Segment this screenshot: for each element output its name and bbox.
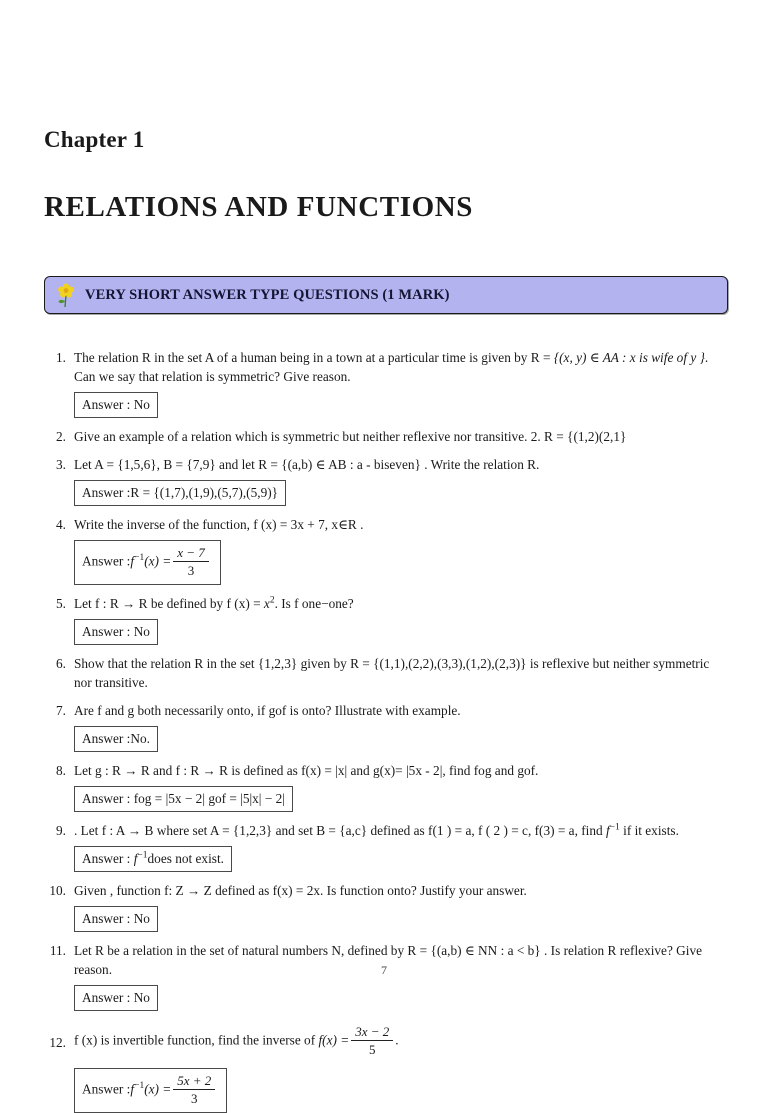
question-text: [74, 594, 728, 613]
question-item: [44, 427, 728, 446]
answer-function: f: [130, 1081, 135, 1097]
question-item: [44, 455, 728, 506]
question-item: [44, 654, 728, 692]
question-number: 7.: [56, 703, 66, 718]
section-banner-title: VERY SHORT ANSWER TYPE QUESTIONS (1 MARK): [85, 286, 450, 303]
question-text: [74, 348, 728, 386]
question-text: [74, 1025, 728, 1058]
answer-exponent: −1: [134, 1081, 145, 1092]
answer-box: Answer : fog = |5x − 2| gof = |5|x| − 2|: [74, 786, 293, 812]
answer-box: [74, 846, 232, 872]
question-item: [44, 1025, 728, 1113]
answer-fraction: [173, 1073, 215, 1106]
question-math: {(x, y) ∈ AA : x is wife of y }: [553, 350, 705, 365]
question-math-function: f: [605, 823, 610, 838]
question-item: [44, 881, 728, 932]
fraction-denominator: 5: [368, 1042, 376, 1057]
question-number: 6.: [56, 656, 66, 671]
fraction-denominator: 3: [191, 1091, 198, 1106]
answer-argument: (x) =: [144, 553, 172, 569]
flower-icon: [55, 282, 77, 308]
answer-wrap: [74, 619, 728, 645]
questions-list: [44, 348, 728, 1113]
answer-function: f: [133, 851, 138, 866]
chapter-label: Chapter 1: [44, 127, 145, 152]
question-text: Let R be a relation in the set of natural numbers N, defined by R = {(a,b) ∈ NN : a < b} . Is relation R reflexive? Give reason.: [74, 943, 703, 977]
answer-label: Answer :: [82, 851, 134, 866]
question-text: Let A = {1,5,6}, B = {7,9} and let R = {(a,b) ∈ AB : a - biseven} . Write the relation R.: [74, 457, 540, 472]
question-item: [44, 761, 728, 812]
question-text-before: Let f : R → R be defined by f (x) =: [74, 596, 264, 611]
question-number: 4.: [56, 517, 66, 532]
question-text-after: .: [395, 1032, 399, 1048]
answer-function: f: [130, 553, 135, 569]
section-banner: [44, 276, 728, 314]
answer-wrap: [74, 906, 728, 932]
answer-argument: (x) =: [144, 1081, 172, 1097]
answer-box: Answer : No: [74, 906, 158, 932]
question-text-after: . Can we say that relation is symmetric? Give reason.: [74, 350, 709, 384]
answer-exponent: −1: [137, 850, 148, 861]
answer-fraction: [173, 545, 209, 578]
question-text: [74, 821, 728, 840]
question-math-exponent: 2: [269, 595, 275, 606]
answer-box: [74, 1068, 227, 1113]
question-item: [44, 515, 728, 585]
question-number: 2.: [56, 429, 66, 444]
answer-box: Answer : No: [74, 392, 158, 418]
question-number: 11.: [49, 943, 66, 958]
question-text: Show that the relation R in the set {1,2,3} given by R = {(1,1),(2,2),(3,3),(1,2),(2,3)} is reflexive but neither symmetric nor transitive.: [74, 656, 710, 690]
question-text-after: . Is f one−one?: [274, 596, 354, 611]
question-text: Give an example of a relation which is symmetric but neither reflexive nor transitive. 2. R = {(1,2)(2,1}: [74, 429, 627, 444]
question-number: 8.: [56, 763, 66, 778]
fraction-numerator: 5x + 2: [173, 1073, 215, 1090]
chapter-title: RELATIONS AND FUNCTIONS: [44, 191, 474, 223]
question-text: Given , function f: Z → Z defined as f(x) = 2x. Is function onto? Justify your answer.: [74, 883, 527, 898]
answer-label: Answer :: [82, 553, 131, 569]
answer-wrap: [74, 846, 728, 872]
question-text-after: if it exists.: [619, 823, 679, 838]
question-number: 5.: [56, 596, 66, 611]
question-number: 12.: [49, 1035, 66, 1050]
answer-text: does not exist.: [147, 851, 224, 866]
answer-box: Answer : No: [74, 619, 158, 645]
question-text-before: f (x) is invertible function, find the inverse of: [74, 1032, 319, 1048]
answer-wrap: [74, 540, 728, 585]
answer-exponent: −1: [134, 553, 145, 564]
answer-box: Answer :R = {(1,7),(1,9),(5,7),(5,9)}: [74, 480, 286, 506]
answer-wrap: [74, 392, 728, 418]
question-text: Are f and g both necessarily onto, if gof is onto? Illustrate with example.: [74, 703, 461, 718]
question-text: Write the inverse of the function, f (x) = 3x + 7, x∈R .: [74, 517, 364, 532]
question-item: [44, 821, 728, 872]
question-item: [44, 594, 728, 645]
answer-wrap: [74, 1068, 728, 1113]
question-item: [44, 701, 728, 752]
page-number: 7: [381, 963, 387, 977]
question-text-before: . Let f : A → B where set A = {1,2,3} and set B = {a,c} defined as f(1 ) = a, f ( 2 ) = c, f(3) = a, find: [74, 823, 606, 838]
fraction-denominator: 3: [187, 563, 195, 578]
question-number: 9.: [56, 823, 66, 838]
question-text-before: The relation R in the set A of a human being in a town at a particular time is given by R =: [74, 350, 554, 365]
question-math-variable: x: [263, 596, 270, 611]
question-text: Let g : R → R and f : R → R is defined as f(x) = |x| and g(x)= |5x - 2|, find fog and gof.: [74, 763, 539, 778]
question-math-exponent: −1: [609, 822, 620, 833]
answer-wrap: [74, 786, 728, 812]
answer-wrap: [74, 985, 728, 1011]
question-math-function: f: [318, 1032, 323, 1048]
answer-box: Answer : No: [74, 985, 158, 1011]
answer-label: Answer :: [82, 1081, 131, 1097]
answer-box: [74, 540, 221, 585]
fraction-numerator: x − 7: [173, 545, 209, 562]
question-number: 3.: [56, 457, 66, 472]
question-number: 1.: [56, 350, 66, 365]
question-number: 10.: [49, 883, 66, 898]
fraction-numerator: 3x − 2: [351, 1024, 393, 1041]
answer-box: Answer :No.: [74, 726, 158, 752]
answer-wrap: [74, 480, 728, 506]
question-item: [44, 348, 728, 418]
question-fraction: [351, 1024, 393, 1057]
answer-wrap: [74, 726, 728, 752]
question-math-argument: (x) =: [322, 1032, 350, 1048]
